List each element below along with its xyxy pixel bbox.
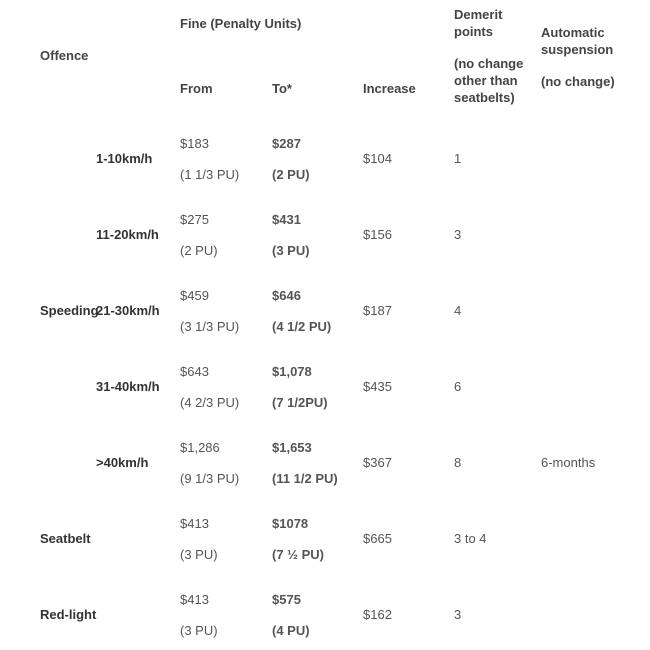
demerit-points: 6 xyxy=(454,379,462,394)
demerit-points: 3 xyxy=(454,227,462,242)
fine-from: $1,286 xyxy=(180,440,220,455)
header-suspension-note: (no change) xyxy=(541,74,615,89)
fine-increase: $665 xyxy=(363,531,392,546)
row-label: 11-20km/h xyxy=(96,227,159,242)
fine-to: $431 xyxy=(272,212,301,227)
demerit-points: 1 xyxy=(454,151,462,166)
fine-to-pu: (4 1/2 PU) xyxy=(272,319,332,334)
demerit-points: 3 to 4 xyxy=(454,531,487,546)
fine-from: $413 xyxy=(180,516,209,531)
suspension: 6-months xyxy=(541,455,596,470)
fine-to: $646 xyxy=(272,288,301,303)
fine-to-pu: (11 1/2 PU) xyxy=(272,471,338,486)
fine-to: $287 xyxy=(272,136,301,151)
fine-to-pu: (7 ½ PU) xyxy=(272,547,325,562)
fine-from: $413 xyxy=(180,592,209,607)
fine-from-pu: (3 1/3 PU) xyxy=(180,319,240,334)
fine-increase: $187 xyxy=(363,303,392,318)
fine-from-pu: (9 1/3 PU) xyxy=(180,471,240,486)
row-label: 31-40km/h xyxy=(96,379,160,394)
fine-to: $1,078 xyxy=(272,364,312,379)
fine-from: $183 xyxy=(180,136,209,151)
fine-increase: $104 xyxy=(363,151,392,166)
fine-from-pu: (1 1/3 PU) xyxy=(180,167,240,182)
fine-to-pu: (3 PU) xyxy=(272,243,310,258)
row-label: >40km/h xyxy=(96,455,149,470)
group-label-speeding: Speeding xyxy=(40,303,99,318)
fine-to-pu: (4 PU) xyxy=(272,623,310,638)
fine-to: $1,653 xyxy=(272,440,312,455)
header-suspension-title: Automatic suspension xyxy=(541,25,614,57)
fine-from-pu: (3 PU) xyxy=(180,547,218,562)
fine-increase: $156 xyxy=(363,227,392,242)
header-fine-group: Fine (Penalty Units) xyxy=(180,16,302,31)
fine-from: $275 xyxy=(180,212,209,227)
row-label: 1-10km/h xyxy=(96,151,153,166)
header-to: To* xyxy=(272,81,292,96)
header-offence: Offence xyxy=(40,48,89,63)
header-from: From xyxy=(180,81,213,96)
demerit-points: 4 xyxy=(454,303,462,318)
header-demerit-title: Demerit points xyxy=(454,7,503,39)
fine-to: $1078 xyxy=(272,516,309,531)
fine-from: $459 xyxy=(180,288,209,303)
row-label: Seatbelt xyxy=(40,531,91,546)
fine-from-pu: (3 PU) xyxy=(180,623,218,638)
fine-increase: $162 xyxy=(363,607,392,622)
demerit-points: 3 xyxy=(454,607,462,622)
header-increase: Increase xyxy=(363,81,416,96)
demerit-points: 8 xyxy=(454,455,462,470)
row-label: Red-light xyxy=(40,607,97,622)
fine-increase: $367 xyxy=(363,455,392,470)
fine-to: $575 xyxy=(272,592,301,607)
header-demerit-note: (no change other than seatbelts) xyxy=(454,56,524,105)
row-label: 21-30km/h xyxy=(96,303,160,318)
fine-from: $643 xyxy=(180,364,209,379)
fine-to-pu: (2 PU) xyxy=(272,167,310,182)
fine-from-pu: (4 2/3 PU) xyxy=(180,395,240,410)
fine-from-pu: (2 PU) xyxy=(180,243,218,258)
fine-to-pu: (7 1/2PU) xyxy=(272,395,328,410)
fine-increase: $435 xyxy=(363,379,392,394)
